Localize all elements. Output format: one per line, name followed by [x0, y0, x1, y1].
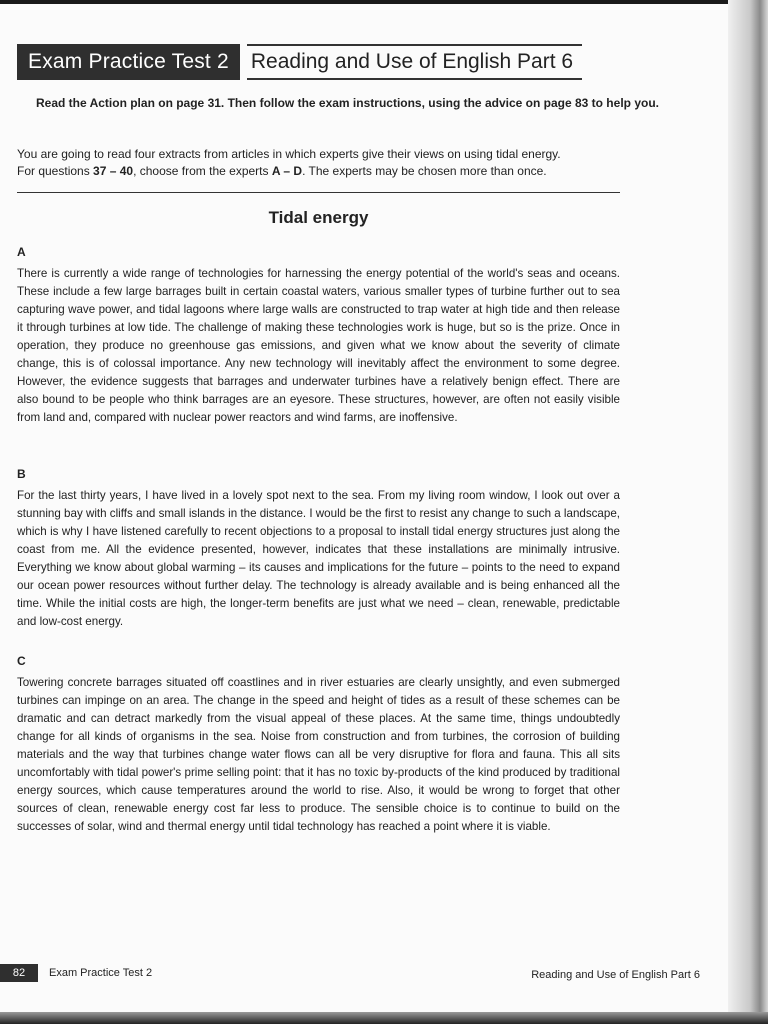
section-text-c: Towering concrete barrages situated off coastlines and in river estuaries are clearly unsightly, and even submerged turbines can impinge on an area. The change in the speed and height of tides as a result of these schemes can be dramatic and can detract markedly from the visual appeal of these places. At the same time, things undoubtedly change for all kinds of organisms in the sea. Noise from construction and from turbines, the corrosion of building materials and the way that turbines change water flows can all be very disruptive for flora and fauna. This all sits uncomfortably with tidal power's prime selling point: that it has no toxic by-products of the kind produced by traditional energy sources, which cause temperatures around the world to rise. Also, it would be wrong to forget that other sources of clean, renewable energy cost far less to produce. The sensible choice is to continue to build on the successes of solar, wind and thermal energy until tidal technology has reached a point where it is viable.	[17, 676, 620, 833]
page-number: 82	[0, 964, 38, 982]
article-title: Tidal energy	[268, 208, 369, 227]
intro-line-1: You are going to read four extracts from articles in which experts give their views on using tidal energy.	[17, 147, 561, 161]
intro-line-2-suffix: . The experts may be chosen more than once.	[302, 164, 547, 178]
intro-line-2-mid: , choose from the experts	[133, 164, 272, 178]
divider-line	[17, 192, 620, 193]
page-bottom-edge	[0, 1012, 768, 1024]
intro-line-2	[17, 163, 623, 180]
footer-right-label: Reading and Use of English Part 6	[531, 969, 700, 981]
page-top-edge	[0, 0, 768, 4]
section-text-b: For the last thirty years, I have lived in a lovely spot next to the sea. From my living room window, I look out over a stunning bay with cliffs and small islands in the distance. I would be the first to resist any change to such a landscape, which is why I have listened carefully to recent objections to a proposal to install tidal energy structures just along the coast from me. All the evidence presented, however, indicates that these installations are minimally intrusive. Everything we know about global warming – its causes and implications for the future – points to the need to expand our ocean power resources without further delay. The technology is already available and is being enhanced all the time. While the initial costs are high, the longer-term benefits are just what we need – clean, renewable, predictable and low-cost energy.	[17, 489, 620, 628]
questions-range: 37 – 40	[93, 164, 134, 178]
section-letter-a: A	[17, 245, 26, 259]
part-label: Reading and Use of English Part 6	[247, 44, 582, 80]
test-label: Exam Practice Test 2	[17, 44, 240, 80]
instruction-text: Read the Action plan on page 31. Then follow the exam instructions, using the advice on page 83 to help you.	[36, 96, 659, 110]
footer-left-label: Exam Practice Test 2	[49, 967, 153, 979]
page-spine-shadow	[728, 0, 768, 1024]
section-letter-c: C	[17, 654, 26, 668]
page-header	[17, 44, 582, 80]
intro-text	[17, 146, 623, 180]
section-letter-b: B	[17, 467, 26, 481]
section-text-a: There is currently a wide range of technologies for harnessing the energy potential of the world's seas and oceans. These include a few large barrages built in certain coastal waters, various smaller types of turbine further out to sea capturing wave power, and tidal lagoons where large walls are constructed to trap water at high tide and then release it through turbines at low tide. The challenge of making these technologies work is huge, but so is the prize. Once in operation, they produce no greenhouse gas emissions, and given what we know about the severity of climate change, this is of colossal importance. Any new technology will inevitably affect the environment to some degree. However, the evidence suggests that barrages and underwater turbines have a relatively benign effect. There are also bound to be people who think barrages are an eyesore. These structures, however, are often not easily visible from land and, compared with nuclear power reactors and wind farms, are inoffensive.	[17, 267, 620, 424]
intro-line-2-prefix: For questions	[17, 164, 94, 178]
experts-range: A – D	[271, 164, 303, 178]
